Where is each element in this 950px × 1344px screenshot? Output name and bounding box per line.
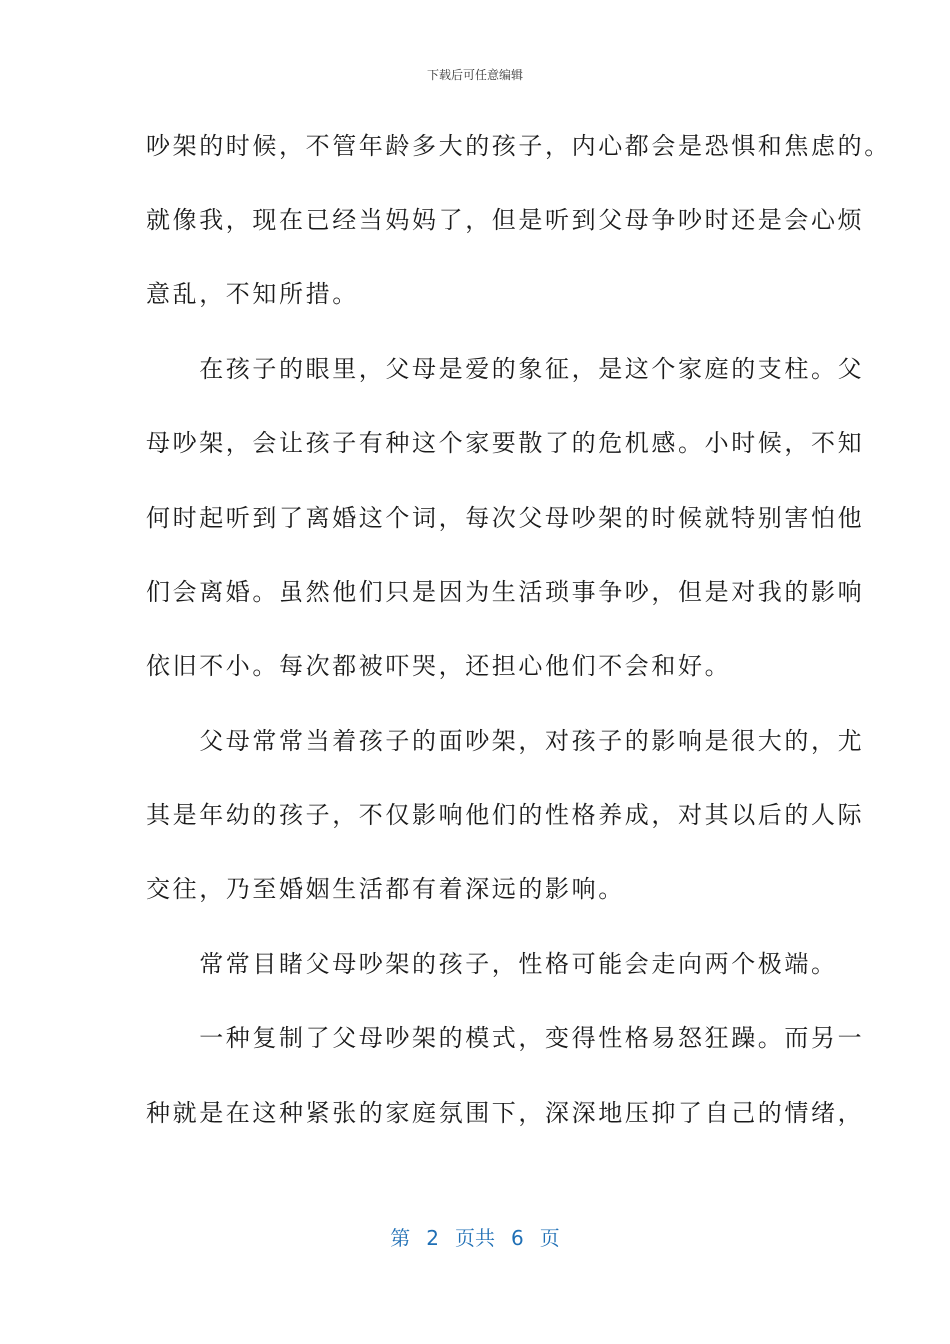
- text-line: 交往，乃至婚姻生活都有着深远的影响。: [146, 875, 625, 903]
- text-line: 们会离婚。虽然他们只是因为生活琐事争吵，但是对我的影响: [146, 578, 865, 606]
- text-line: 吵架的时候，不管年龄多大的孩子，内心都会是恐惧和焦虑的。: [146, 132, 891, 160]
- footer-suffix: 页: [539, 1226, 560, 1250]
- page-header-note: 下载后可任意编辑: [426, 68, 523, 82]
- text-line: 何时起听到了离婚这个词，每次父母吵架的时候就特别害怕他: [146, 504, 865, 532]
- text-line: 意乱，不知所措。: [146, 280, 359, 308]
- footer-current-page: 2: [426, 1226, 439, 1250]
- page-footer: [0, 1224, 950, 1252]
- text-line: 在孩子的眼里，父母是爱的象征，是这个家庭的支柱。父: [146, 355, 865, 383]
- text-line: 种就是在这种紧张的家庭氛围下，深深地压抑了自己的情绪，: [146, 1099, 865, 1127]
- footer-middle: 页共: [455, 1226, 495, 1250]
- text-line: 常常目睹父母吵架的孩子，性格可能会走向两个极端。: [146, 950, 838, 978]
- text-line: 母吵架，会让孩子有种这个家要散了的危机感。小时候，不知: [146, 429, 865, 457]
- text-line: 一种复制了父母吵架的模式，变得性格易怒狂躁。而另一: [146, 1024, 865, 1052]
- footer-prefix: 第: [390, 1226, 411, 1250]
- text-line: 父母常常当着孩子的面吵架，对孩子的影响是很大的，尤: [146, 727, 865, 755]
- text-line: 依旧不小。每次都被吓哭，还担心他们不会和好。: [146, 652, 732, 680]
- footer-total-pages: 6: [511, 1226, 524, 1250]
- text-line: 就像我，现在已经当妈妈了，但是听到父母争吵时还是会心烦: [146, 206, 865, 234]
- text-line: 其是年幼的孩子，不仅影响他们的性格养成，对其以后的人际: [146, 801, 865, 829]
